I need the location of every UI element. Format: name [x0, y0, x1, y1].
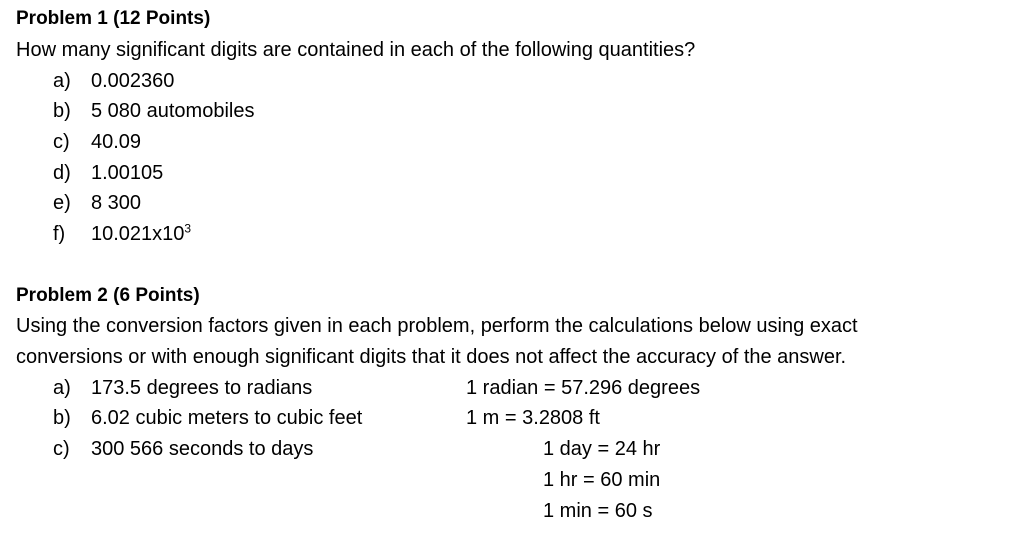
problem-2-extra-factor-1: 1 hr = 60 min — [543, 469, 661, 491]
item-letter: b) — [53, 100, 71, 122]
problem-2-heading: Problem 2 (6 Points) — [16, 285, 200, 306]
problem-2-extra-factor-2: 1 min = 60 s — [543, 500, 653, 522]
item-text: 6.02 cubic meters to cubic feet — [91, 407, 363, 429]
item-exponent: 3 — [184, 221, 192, 236]
problem-2-item-b-factor: 1 m = 3.2808 ft — [466, 407, 600, 429]
item-letter: f) — [53, 223, 66, 245]
problem-2-question-line-2: conversions or with enough significant digits that it does not affect the accuracy of the answer. — [16, 346, 847, 368]
problem-2-item-b — [53, 406, 362, 430]
problem-2-item-a-factor: 1 radian = 57.296 degrees — [466, 377, 701, 399]
item-text: 5 080 automobiles — [91, 100, 255, 122]
problem-1-item-b — [53, 99, 254, 123]
item-letter: a) — [53, 377, 71, 399]
item-letter: b) — [53, 407, 71, 429]
item-text: 8 300 — [91, 192, 142, 214]
problem-1-item-f — [53, 222, 191, 246]
item-text: 0.002360 — [91, 70, 175, 92]
item-letter: e) — [53, 192, 71, 214]
problem-1-item-c — [53, 130, 141, 154]
item-text: 40.09 — [91, 131, 142, 153]
item-letter: d) — [53, 162, 71, 184]
item-letter: c) — [53, 438, 70, 460]
item-letter: a) — [53, 70, 71, 92]
problem-1-item-d — [53, 161, 163, 185]
problem-2-item-c-factor: 1 day = 24 hr — [543, 438, 661, 460]
item-text: 300 566 seconds to days — [91, 438, 314, 460]
problem-1-heading: Problem 1 (12 Points) — [16, 8, 211, 29]
problem-2-item-a — [53, 376, 312, 400]
problem-1-item-e — [53, 191, 141, 215]
problem-2-item-c — [53, 437, 313, 461]
problem-2-question-line-1: Using the conversion factors given in each problem, perform the calculations below using exact — [16, 315, 858, 337]
problem-1-question: How many significant digits are contained in each of the following quantities? — [16, 39, 696, 61]
item-text: 10.021x10 — [91, 223, 185, 245]
item-text: 173.5 degrees to radians — [91, 377, 313, 399]
item-text: 1.00105 — [91, 162, 164, 184]
problem-1-item-a — [53, 69, 174, 93]
item-letter: c) — [53, 131, 70, 153]
